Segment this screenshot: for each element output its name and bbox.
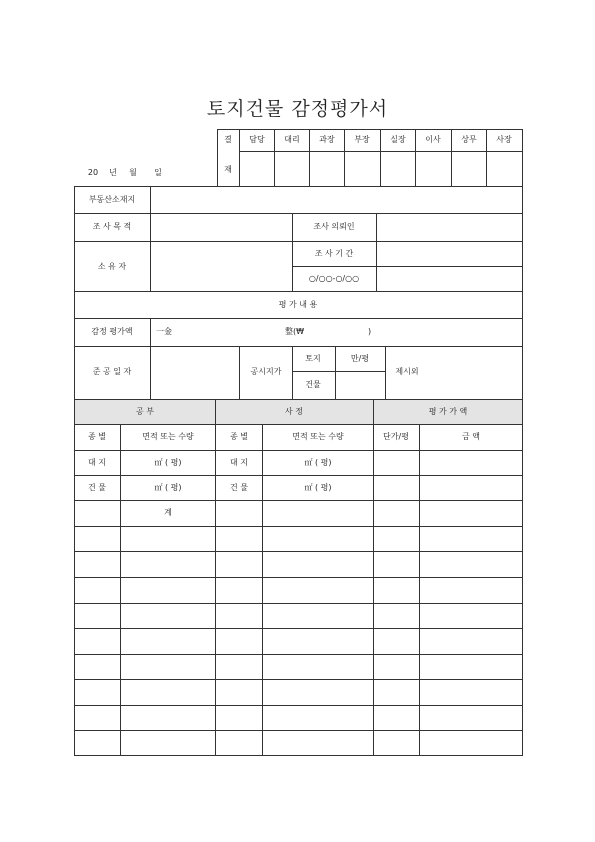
subheader-area: 면적 또는 수량 xyxy=(142,432,194,441)
approval-role: 부장 xyxy=(354,135,370,144)
approval-role: 대리 xyxy=(284,135,300,144)
requester-label: 조사 의뢰인 xyxy=(313,222,355,231)
table-cell: 대 지 xyxy=(88,458,106,467)
date-prefix: 20 xyxy=(87,168,99,177)
table-cell-total: 계 xyxy=(164,508,172,517)
building-label: 건물 xyxy=(305,380,321,389)
location-label: 부동산소재지 xyxy=(88,195,136,204)
approval-role: 이사 xyxy=(425,135,441,144)
period-label: 조 사 기 간 xyxy=(314,249,354,258)
document-title: 토지건물 감정평가서 xyxy=(206,98,389,120)
owner-label: 소 유 자 xyxy=(97,262,127,271)
table-header-registry: 공 부 xyxy=(136,407,154,416)
approval-label-top: 결 xyxy=(224,135,232,144)
approval-role: 담당 xyxy=(249,135,265,144)
table-header-assessment: 사 정 xyxy=(285,407,303,416)
public-price-label: 공시지가 xyxy=(250,367,282,376)
appraised-value-label: 감정 평가액 xyxy=(91,327,133,336)
approval-label-bottom: 재 xyxy=(224,165,232,174)
table-cell: 건 물 xyxy=(230,483,248,492)
amount-suffix: ) xyxy=(368,327,372,336)
approval-role: 사장 xyxy=(496,135,512,144)
date-month-label: 월 xyxy=(129,168,137,177)
subheader-type: 종 별 xyxy=(230,432,248,441)
section-header: 평 가 내 용 xyxy=(278,300,318,309)
amount-middle: 整(₩ xyxy=(285,327,305,336)
purpose-label: 조 사 목 적 xyxy=(92,222,132,231)
table-cell: 건 물 xyxy=(88,483,106,492)
table-cell: ㎡ ( 평) xyxy=(304,458,332,467)
table-cell: ㎡ ( 평) xyxy=(304,483,332,492)
approval-role: 상무 xyxy=(461,135,477,144)
completion-date-label: 준 공 일 자 xyxy=(92,367,132,376)
table-cell: ㎡ ( 평) xyxy=(154,458,182,467)
subheader-type: 종 별 xyxy=(88,432,106,441)
land-label: 토지 xyxy=(305,354,321,363)
approval-role: 실장 xyxy=(390,135,406,144)
subheader-amount: 금 액 xyxy=(462,432,480,441)
presented-label: 제시외 xyxy=(395,367,419,376)
period-value: ○/○○-○/○○ xyxy=(308,274,360,283)
table-cell: ㎡ ( 평) xyxy=(154,483,182,492)
amount-prefix: 一金 xyxy=(156,327,172,336)
table-cell: 대 지 xyxy=(230,458,248,467)
subheader-area: 면적 또는 수량 xyxy=(292,432,344,441)
date-day-label: 일 xyxy=(154,168,162,177)
subheader-unit-price: 단가/평 xyxy=(383,432,409,441)
approval-role: 과장 xyxy=(319,135,335,144)
date-year-label: 년 xyxy=(109,168,117,177)
per-pyeong-label: 만/평 xyxy=(350,354,370,363)
table-header-valuation: 평 가 가 액 xyxy=(428,407,468,416)
